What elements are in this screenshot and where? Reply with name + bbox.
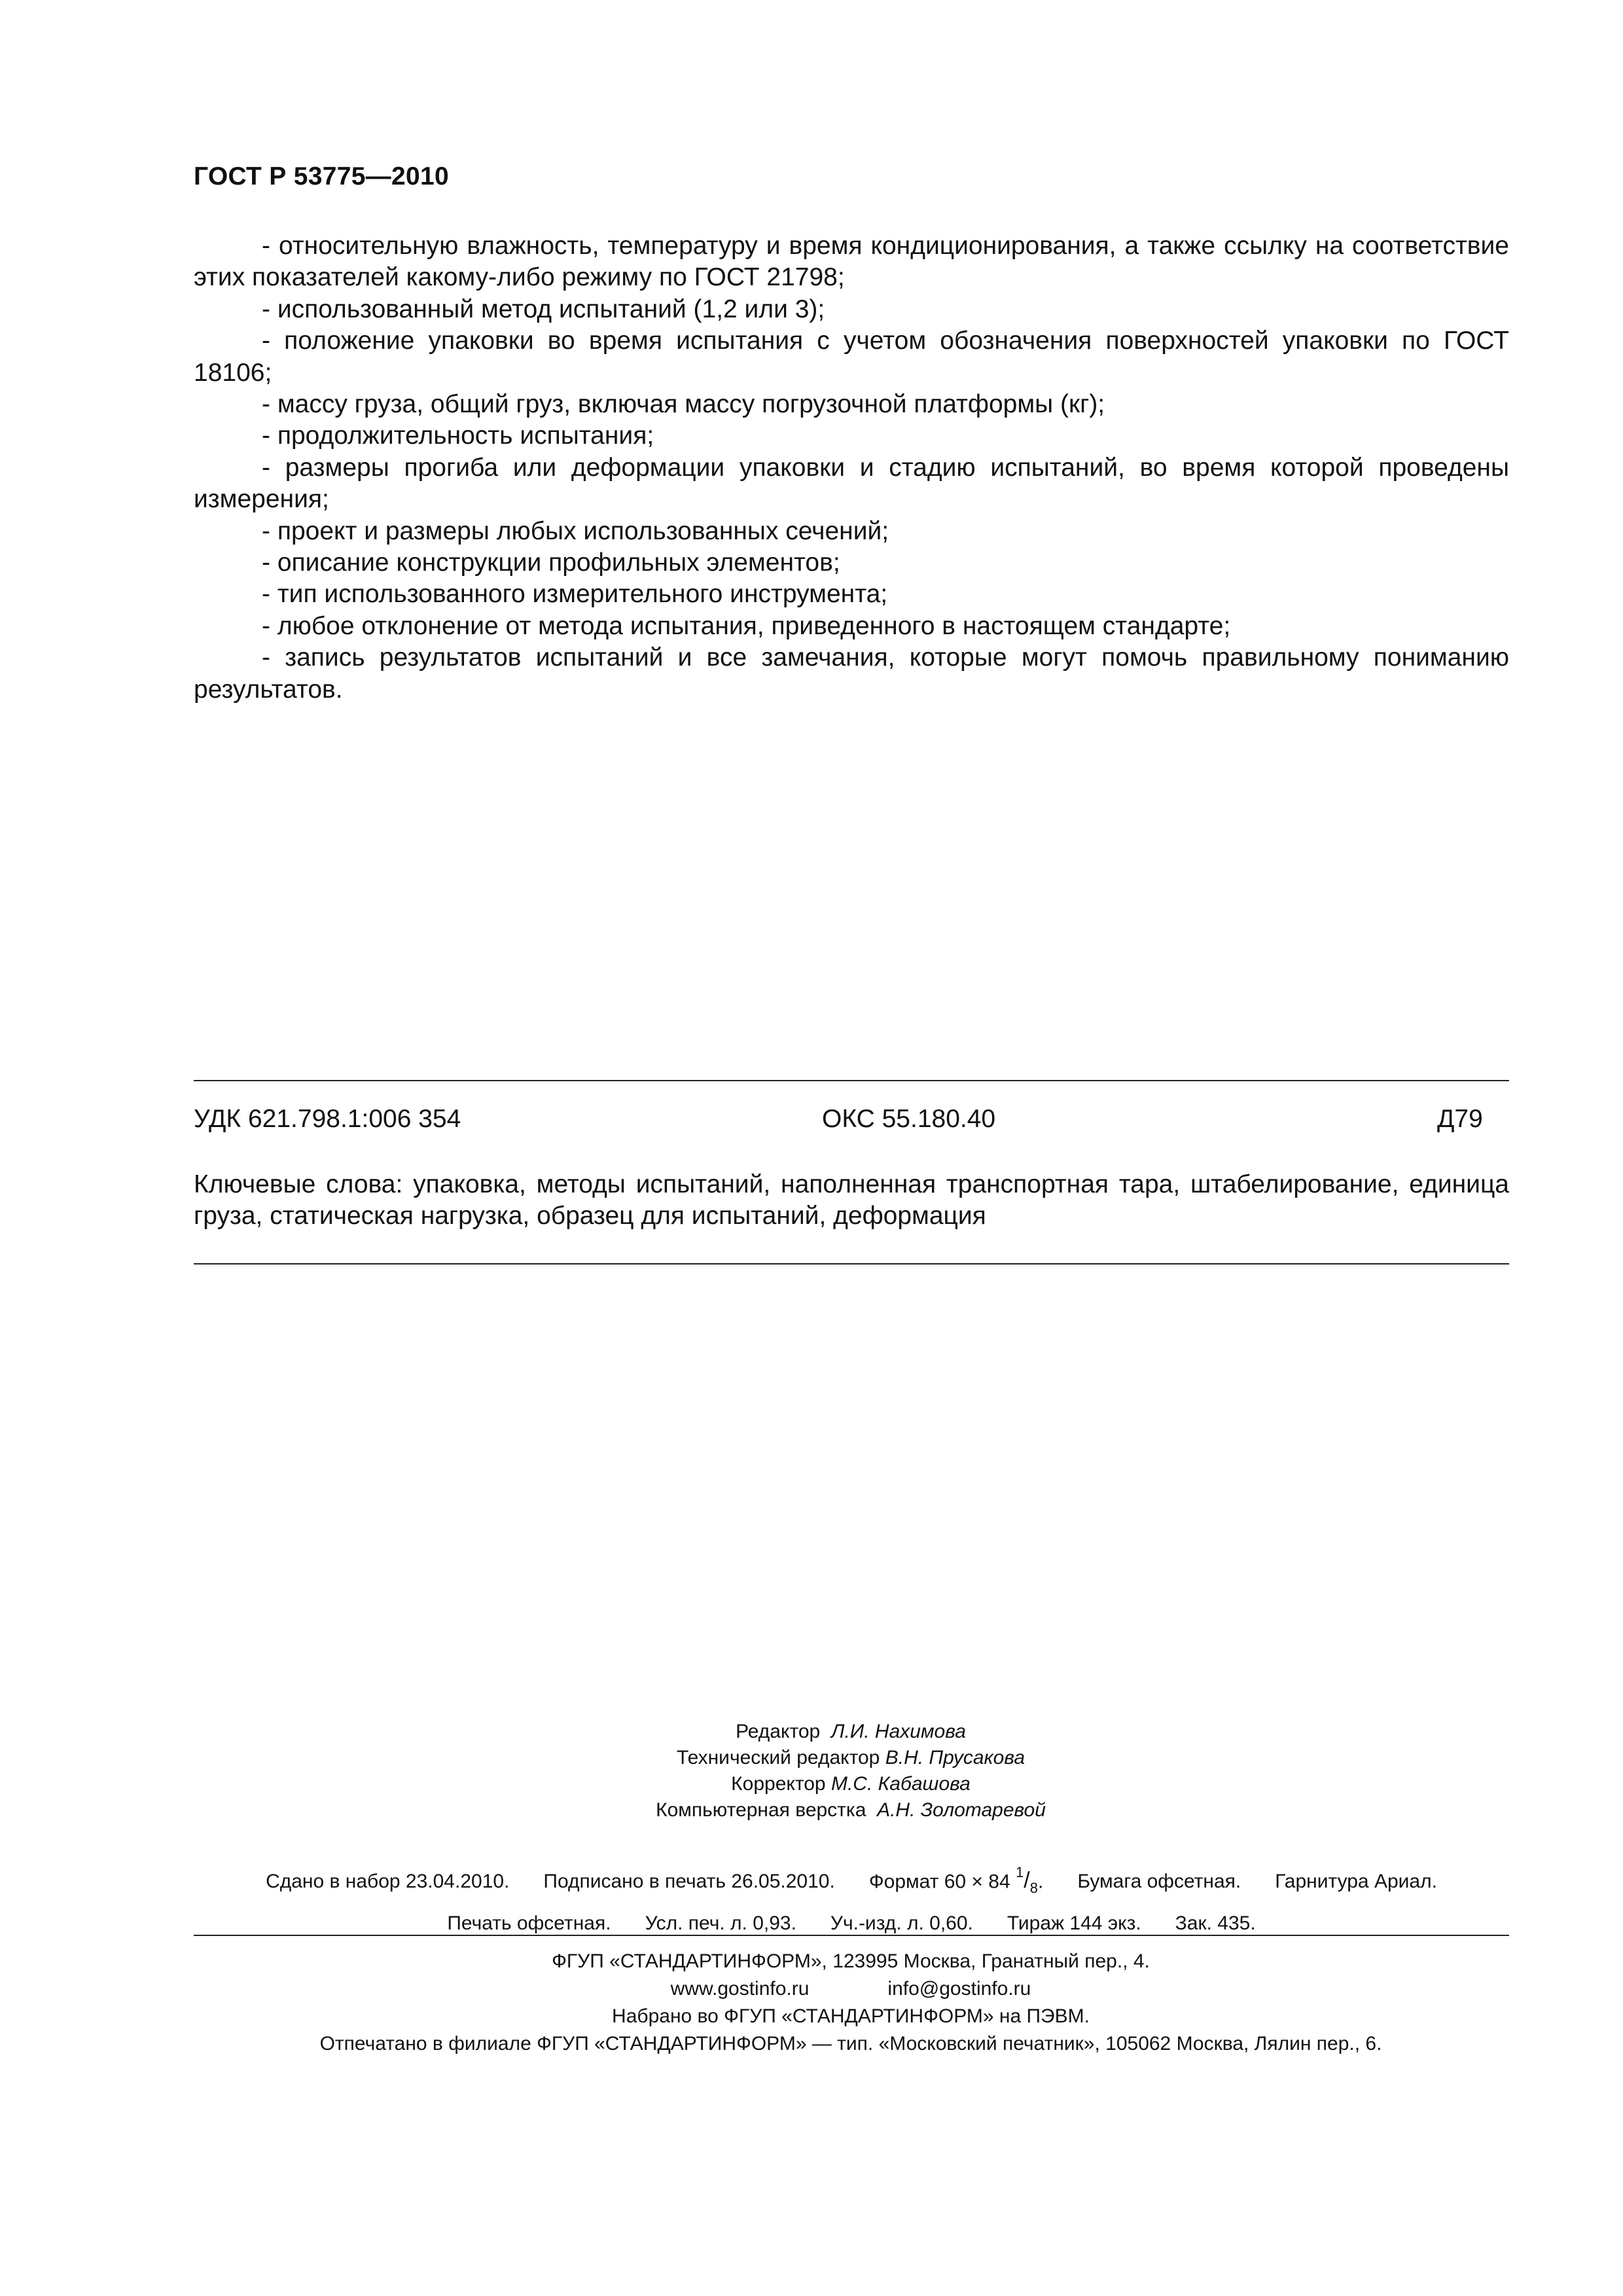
list-item: - любое отклонение от метода испытания, приведенного в настоящем стандарте; (262, 611, 1231, 640)
credit-name: А.Н. Золотаревой (877, 1799, 1046, 1821)
divider-bottom (194, 1935, 1509, 1936)
typeface: Гарнитура Ариал. (1275, 1871, 1437, 1893)
publication-info (194, 1857, 1509, 1941)
fraction-denominator: 8 (1029, 1880, 1038, 1897)
credit-name: Л.И. Нахимова (830, 1721, 966, 1742)
oks-code: ОКС 55.180.40 (822, 1105, 996, 1133)
requirements-list (194, 230, 1509, 706)
credits-block (0, 1719, 1623, 1823)
email-link[interactable]: info@gostinfo.ru (887, 1978, 1031, 2000)
format-label: Формат 60 × 84 (868, 1871, 1010, 1893)
print-method: Печать офсетная. (447, 1912, 611, 1935)
credit-name: М.С. Кабашова (830, 1773, 971, 1795)
list-item: - тип использованного измерительного инструмента; (262, 580, 888, 609)
list-item: - использованный метод испытаний (1,2 или 3); (262, 295, 825, 323)
print-run: Тираж 144 экз. (1007, 1912, 1141, 1935)
divider-middle (194, 1263, 1509, 1265)
credit-layout (0, 1797, 1623, 1823)
signed-date: Подписано в печать 26.05.2010. (543, 1871, 835, 1893)
list-item: - размеры прогиба или деформации упаковки и стадию испытаний, во время которой проведены измерения; (194, 453, 1509, 514)
printed-info: Отпечатано в филиале ФГУП «СТАНДАРТИНФОРМ» — тип. «Московский печатник», 105062 Москва, Лялин пер., 6. (319, 2033, 1382, 2054)
paper-format: Формат 60 × 84 $^1/_8$. (868, 1864, 1044, 1897)
publisher-contacts (0, 1975, 1623, 2003)
website-link[interactable]: www.gostinfo.ru (670, 1978, 810, 2000)
divider-top (194, 1080, 1509, 1081)
classification-code: Д79 (1437, 1105, 1483, 1133)
credit-tech-editor (0, 1745, 1623, 1771)
credit-name: В.Н. Прусакова (885, 1747, 1026, 1768)
udk-code: УДК 621.798.1:006 354 (194, 1105, 461, 1133)
credit-label: Компьютерная верстка (656, 1799, 866, 1821)
format-fraction: $^1/_8$ (1016, 1864, 1038, 1897)
conventional-sheets: Усл. печ. л. 0,93. (645, 1912, 796, 1935)
list-item: - относительную влажность, температуру и время кондиционирования, а также ссылку на соответствие этих показателей какому-либо режиму по ГОСТ 21798; (194, 232, 1509, 292)
keywords: Ключевые слова: упаковка, методы испытаний, наполненная транспортная тара, штабелирование, единица груза, статическая нагрузка, образец для испытаний, деформация (194, 1170, 1509, 1230)
publisher-footer (0, 1948, 1623, 2058)
publication-line-2 (194, 1906, 1509, 1941)
order-number: Зак. 435. (1175, 1912, 1256, 1935)
list-item: - положение упаковки во время испытания с учетом обозначения поверхностей упаковки по ГОСТ 18106; (194, 327, 1509, 387)
publication-line-1 (194, 1857, 1509, 1906)
publishing-sheets: Уч.-изд. л. 0,60. (830, 1912, 973, 1935)
list-item: - массу груза, общий груз, включая массу погрузочной платформы (кг); (262, 390, 1105, 419)
list-item: - продолжительность испытания; (262, 422, 654, 450)
paper-type: Бумага офсетная. (1077, 1871, 1241, 1893)
list-item: - запись результатов испытаний и все замечания, которые могут помочь правильному пониманию результатов. (194, 643, 1509, 704)
typeset-info: Набрано во ФГУП «СТАНДАРТИНФОРМ» на ПЭВМ. (612, 2005, 1090, 2027)
document-header: ГОСТ Р 53775—2010 (194, 162, 449, 190)
credit-label: Технический редактор (676, 1747, 880, 1768)
list-item: - проект и размеры любых использованных сечений; (262, 516, 889, 545)
fraction-numerator: 1 (1016, 1864, 1024, 1880)
credit-editor (0, 1719, 1623, 1745)
submitted-date: Сдано в набор 23.04.2010. (266, 1871, 510, 1893)
credit-label: Редактор (736, 1721, 821, 1742)
list-item: - описание конструкции профильных элементов; (262, 548, 840, 577)
credit-corrector (0, 1771, 1623, 1797)
credit-label: Корректор (731, 1773, 826, 1795)
publisher-address: ФГУП «СТАНДАРТИНФОРМ», 123995 Москва, Гранатный пер., 4. (552, 1950, 1150, 1972)
